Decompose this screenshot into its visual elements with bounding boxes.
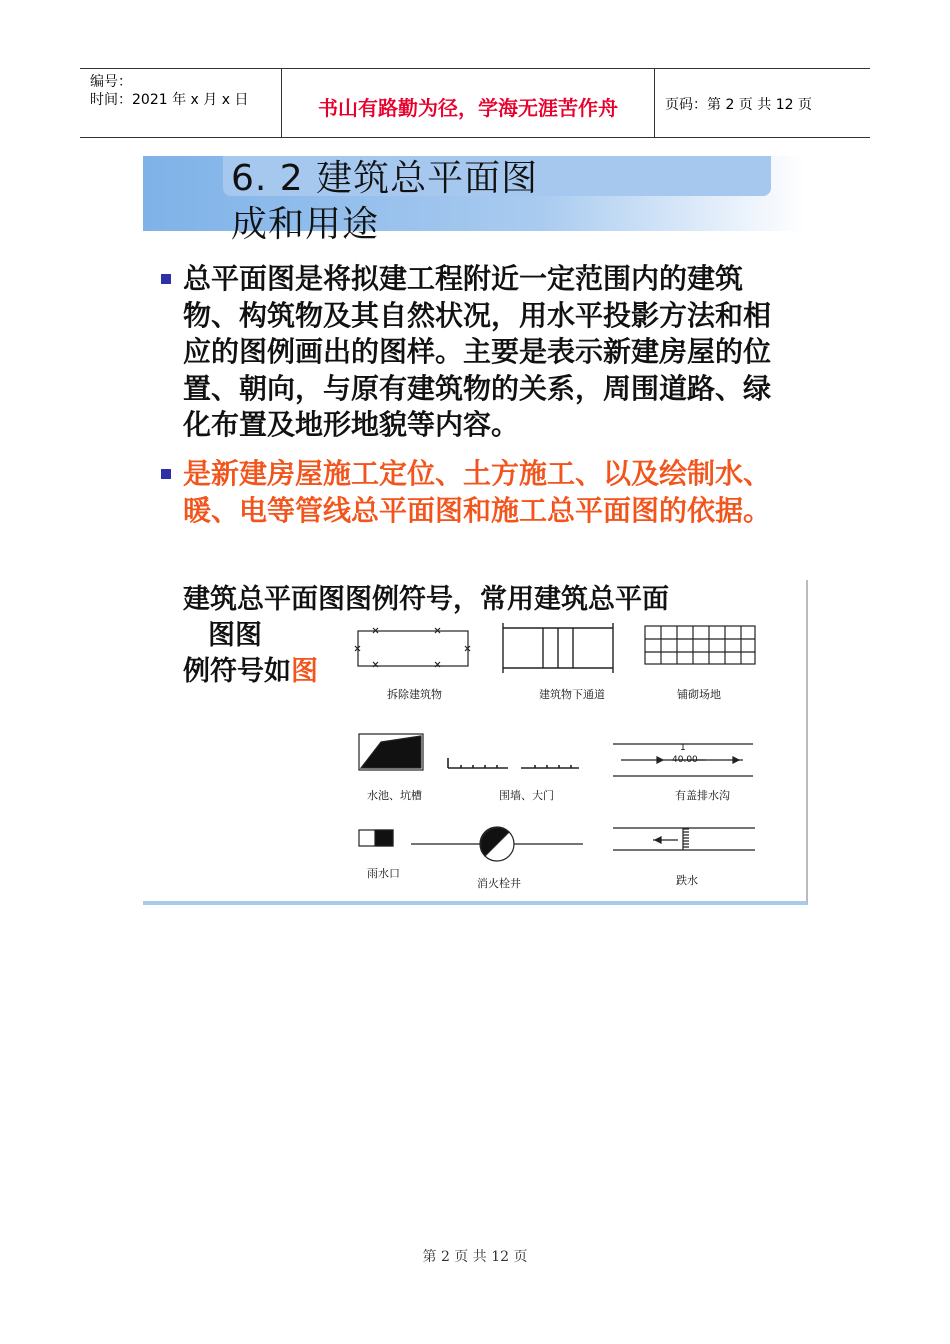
label-demolish: 拆除建筑物 xyxy=(387,688,442,701)
underpass-symbol xyxy=(503,623,613,673)
label-covered-ditch: 有盖排水沟 xyxy=(675,789,730,802)
bullet-2-text: 是新建房屋施工定位、土方施工、以及绘制水、暖、电等管线总平面图和施工总平面图的依据。 xyxy=(183,457,772,527)
bullet-1-text: 总平面图是将拟建工程附近一定范围内的建筑物、构筑物及其自然状况，用水平投影方法和相应的图例画出的图样。主要是表示新建房屋的位置、朝向，与原有建筑物的关系，周围道路、绿化布置及地形地貌等内容。 xyxy=(183,262,772,441)
demolish-building-symbol xyxy=(358,631,468,666)
time-label: 时间：2021 年 x 月 x 日 xyxy=(90,92,249,108)
label-hydrant: 消火栓井 xyxy=(477,877,521,890)
legend-line-3-red: 图 xyxy=(291,656,318,687)
slide-title-line2: 成和用途 xyxy=(231,204,380,245)
motto-text: 书山有路勤为径，学海无涯苦作舟 xyxy=(318,96,618,120)
cross-marks xyxy=(355,628,470,667)
header-page-cell xyxy=(655,69,870,137)
legend-line-3: 例符号如图 xyxy=(183,656,318,687)
label-wall-gate: 围墙、大门 xyxy=(499,789,554,802)
legend-line-2: 图图 xyxy=(208,620,262,651)
slide-title-line1: 6. 2 建筑总平面图 xyxy=(231,158,539,199)
label-drop: 跌水 xyxy=(676,874,698,887)
paved-ground-symbol xyxy=(645,626,755,664)
label-underpass: 建筑物下通道 xyxy=(539,688,605,701)
hydrant-symbol xyxy=(411,827,583,861)
page-info: 页码：第 2 页 共 12 页 xyxy=(665,97,812,113)
header-motto-cell xyxy=(282,69,655,137)
label-rain-inlet: 雨水口 xyxy=(367,867,400,880)
slide-image xyxy=(143,156,806,902)
label-paved: 铺砌场地 xyxy=(677,688,721,701)
legend-line-1: 建筑总平面图图例符号，常用建筑总平面 xyxy=(183,584,669,615)
drop-symbol xyxy=(613,828,755,850)
label-pool: 水池、坑槽 xyxy=(367,789,422,802)
wall-gate-symbol xyxy=(448,758,579,768)
ditch-label-top: 1 xyxy=(680,743,686,753)
rain-inlet-symbol xyxy=(359,830,393,846)
pool-symbol xyxy=(359,734,423,770)
number-label: 编号： xyxy=(90,74,132,90)
page-footer: 第 2 页 共 12 页 xyxy=(422,1249,528,1265)
ditch-label-bottom: 40.00 xyxy=(672,755,698,765)
document-header xyxy=(80,68,870,138)
header-meta-cell xyxy=(80,69,282,137)
